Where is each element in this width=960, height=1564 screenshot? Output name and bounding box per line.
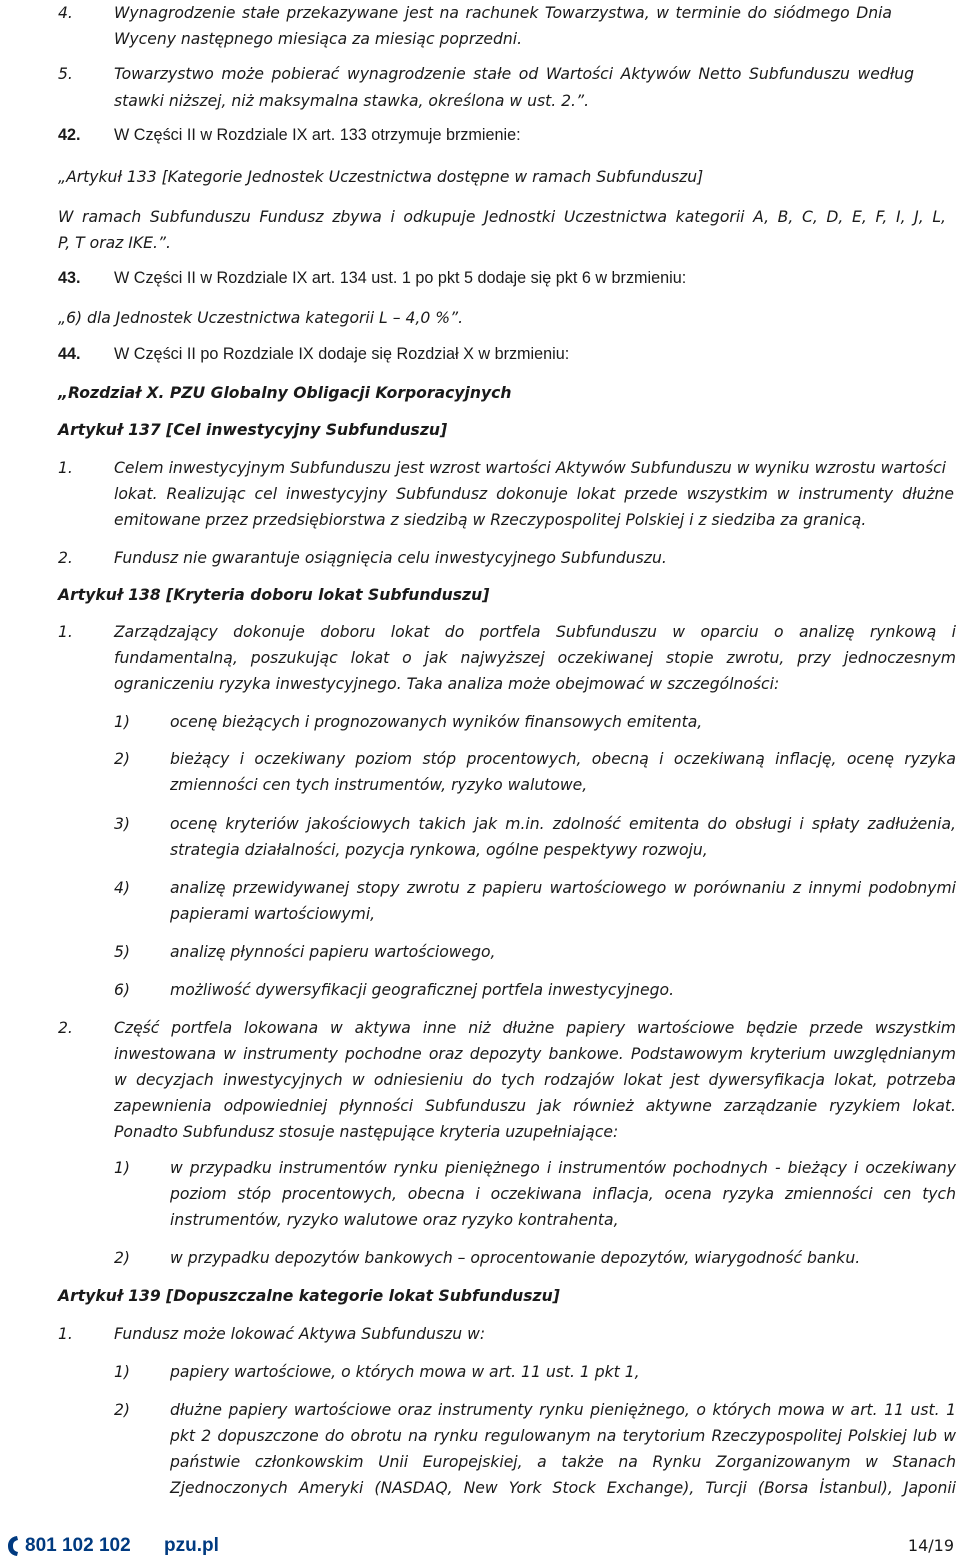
paragraph-line: W ramach Subfunduszu Fundusz zbywa i odkupuje Jednostki Uczestnictwa kategorii A, B, C, D, E, F, I, J, L, xyxy=(58,208,946,226)
sub-item-number: 2) xyxy=(114,1401,131,1419)
sub-item-text: Zjednoczonych Ameryki (NASDAQ, New York Stock Exchange), Turcji (Borsa İstanbul), Japonii xyxy=(170,1479,956,1497)
paragraph-line: lokat. Realizując cel inwestycyjny Subfundusz dokonuje lokat przede wszystkim w instrumenty dłużne xyxy=(114,485,954,503)
paragraph-line: P, T oraz IKE.”. xyxy=(58,234,171,252)
paragraph-line: ograniczeniu ryzyka inwestycyjnego. Taka analiza może obejmować w szczególności: xyxy=(114,675,780,693)
sub-item-text: bieżący i oczekiwany poziom stóp procentowych, obecną i oczekiwaną inflację, ocenę ryzyka xyxy=(170,750,956,768)
page-footer xyxy=(0,1534,960,1564)
amendment-number: 43. xyxy=(58,269,81,287)
article-heading: Artykuł 137 [Cel inwestycyjny Subfunduszu] xyxy=(58,421,448,439)
sub-item-number: 1) xyxy=(114,1363,131,1381)
sub-item-number: 1) xyxy=(114,1159,131,1177)
sub-item-text: zmienności cen tych instrumentów, ryzyko walutowe, xyxy=(170,776,588,794)
amendment-text: W Części II w Rozdziale IX art. 133 otrzymuje brzmienie: xyxy=(114,126,521,144)
amendment-number: 42. xyxy=(58,126,81,144)
paragraph-line: Zarządzający dokonuje doboru lokat do portfela Subfunduszu w oparciu o analizę rynkową i xyxy=(114,623,956,641)
paragraph-line: w decyzjach inwestycyjnych w odniesieniu do tych rodzajów lokat jest dywersyfikacja lokat, potrzeba xyxy=(114,1071,956,1089)
amendment-text: W Części II w Rozdziale IX art. 134 ust. 1 po pkt 5 dodaje się pkt 6 w brzmieniu: xyxy=(114,269,687,287)
sub-item-number: 2) xyxy=(114,750,131,768)
amendment-number: 44. xyxy=(58,345,81,363)
paragraph-line: Towarzystwo może pobierać wynagrodzenie stałe od Wartości Aktywów Netto Subfunduszu według xyxy=(114,65,914,83)
sub-item-text: papierami wartościowymi, xyxy=(170,905,376,923)
sub-item-text: ocenę kryteriów jakościowych takich jak m.in. zdolność emitenta do obsługi i spłaty zadłużenia, xyxy=(170,815,956,833)
paragraph-line: Fundusz nie gwarantuje osiągnięcia celu inwestycyjnego Subfunduszu. xyxy=(114,549,667,567)
list-number: 2. xyxy=(58,549,73,567)
paragraph-line: emitowane przez przedsiębiorstwa z siedzibą w Rzeczypospolitej Polskiej i z siedziba za granicą. xyxy=(114,511,867,529)
sub-item-text: analizę przewidywanej stopy zwrotu z papieru wartościowego w porównaniu z innymi podobnymi xyxy=(170,879,956,897)
list-number: 4. xyxy=(58,4,73,22)
sub-item-number: 5) xyxy=(114,943,131,961)
list-number: 2. xyxy=(58,1019,73,1037)
sub-item-number: 1) xyxy=(114,713,131,731)
sub-item-text: państwie członkowskim Unii Europejskiej, a także na Rynku Zorganizowanym w Stanach xyxy=(170,1453,956,1471)
chapter-title: „Rozdział X. PZU Globalny Obligacji Korporacyjnych xyxy=(58,384,512,402)
sub-item-number: 2) xyxy=(114,1249,131,1267)
sub-item-number: 3) xyxy=(114,815,131,833)
phone-handset-icon xyxy=(6,1534,20,1558)
paragraph-line: Wynagrodzenie stałe przekazywane jest na rachunek Towarzystwa, w terminie do siódmego Dnia xyxy=(114,4,892,22)
sub-item-text: instrumentów, ryzyko walutowe oraz ryzyko kontrahenta, xyxy=(170,1211,619,1229)
paragraph-line: Część portfela lokowana w aktywa inne niż dłużne papiery wartościowe będzie przede wszystkim xyxy=(114,1019,956,1037)
sub-item-text: papiery wartościowe, o których mowa w art. 11 ust. 1 pkt 1, xyxy=(170,1363,640,1381)
website-link[interactable]: pzu.pl xyxy=(164,1535,219,1556)
article-heading: Artykuł 138 [Kryteria doboru lokat Subfunduszu] xyxy=(58,586,490,604)
sub-item-text: analizę płynności papieru wartościowego, xyxy=(170,943,496,961)
article-heading: Artykuł 139 [Dopuszczalne kategorie lokat Subfunduszu] xyxy=(58,1287,560,1305)
paragraph-line: zapewnienia odpowiedniej płynności Subfunduszu jak również aktywne zarządzanie ryzykiem lokat. xyxy=(114,1097,956,1115)
paragraph-line: Fundusz może lokować Aktywa Subfunduszu w: xyxy=(114,1325,486,1343)
sub-item-text: możliwość dywersyfikacji geograficznej portfela inwestycyjnego. xyxy=(170,981,675,999)
sub-item-text: w przypadku depozytów bankowych – oprocentowanie depozytów, wiarygodność banku. xyxy=(170,1249,861,1267)
paragraph-line: fundamentalną, poszukując lokat o jak najwyższej oczekiwanej stopie zwrotu, przy jednoczesnym xyxy=(114,649,956,667)
list-number: 1. xyxy=(58,623,73,641)
list-number: 1. xyxy=(58,1325,73,1343)
paragraph-line: Wyceny następnego miesiąca za miesiąc poprzedni. xyxy=(114,30,523,48)
sub-item-text: strategia działalności, pozycja rynkowa, ogólne pespektywy rozwoju, xyxy=(170,841,708,859)
list-number: 1. xyxy=(58,459,73,477)
amendment-text: W Części II po Rozdziale IX dodaje się Rozdział X w brzmieniu: xyxy=(114,345,570,363)
sub-item-number: 6) xyxy=(114,981,131,999)
paragraph-line: inwestowana w instrumenty pochodne oraz depozyty bankowe. Podstawowym kryterium uwzględnianym xyxy=(114,1045,956,1063)
sub-item-text: ocenę bieżących i prognozowanych wyników finansowych emitenta, xyxy=(170,713,703,731)
sub-item-number: 4) xyxy=(114,879,131,897)
paragraph-line: „6) dla Jednostek Uczestnictwa kategorii L – 4,0 %”. xyxy=(58,309,464,327)
paragraph-line: stawki niższej, niż maksymalna stawka, określona w ust. 2.”. xyxy=(114,92,590,110)
sub-item-text: dłużne papiery wartościowe oraz instrumenty rynku pieniężnego, o których mowa w art. 11 ust. 1 xyxy=(170,1401,956,1419)
sub-item-text: pkt 2 dopuszczone do obrotu na rynku regulowanym na terytorium Rzeczypospolitej Polskiej lub w xyxy=(170,1427,956,1445)
sub-item-text: poziom stóp procentowych, obecna i oczekiwana inflacja, ocena ryzyka zmienności cen tych xyxy=(170,1185,956,1203)
list-number: 5. xyxy=(58,65,73,83)
paragraph-line: Ponadto Subfundusz stosuje następujące kryteria uzupełniające: xyxy=(114,1123,619,1141)
paragraph-line: Celem inwestycyjnym Subfunduszu jest wzrost wartości Aktywów Subfunduszu w wyniku wzrostu wartości xyxy=(114,459,946,477)
article-title: „Artykuł 133 [Kategorie Jednostek Uczestnictwa dostępne w ramach Subfunduszu] xyxy=(58,168,704,186)
page-number: 14/19 xyxy=(907,1536,954,1555)
hotline-number[interactable]: 801 102 102 xyxy=(25,1535,131,1556)
sub-item-text: w przypadku instrumentów rynku pieniężnego i instrumentów pochodnych - bieżący i oczekiwany xyxy=(170,1159,956,1177)
